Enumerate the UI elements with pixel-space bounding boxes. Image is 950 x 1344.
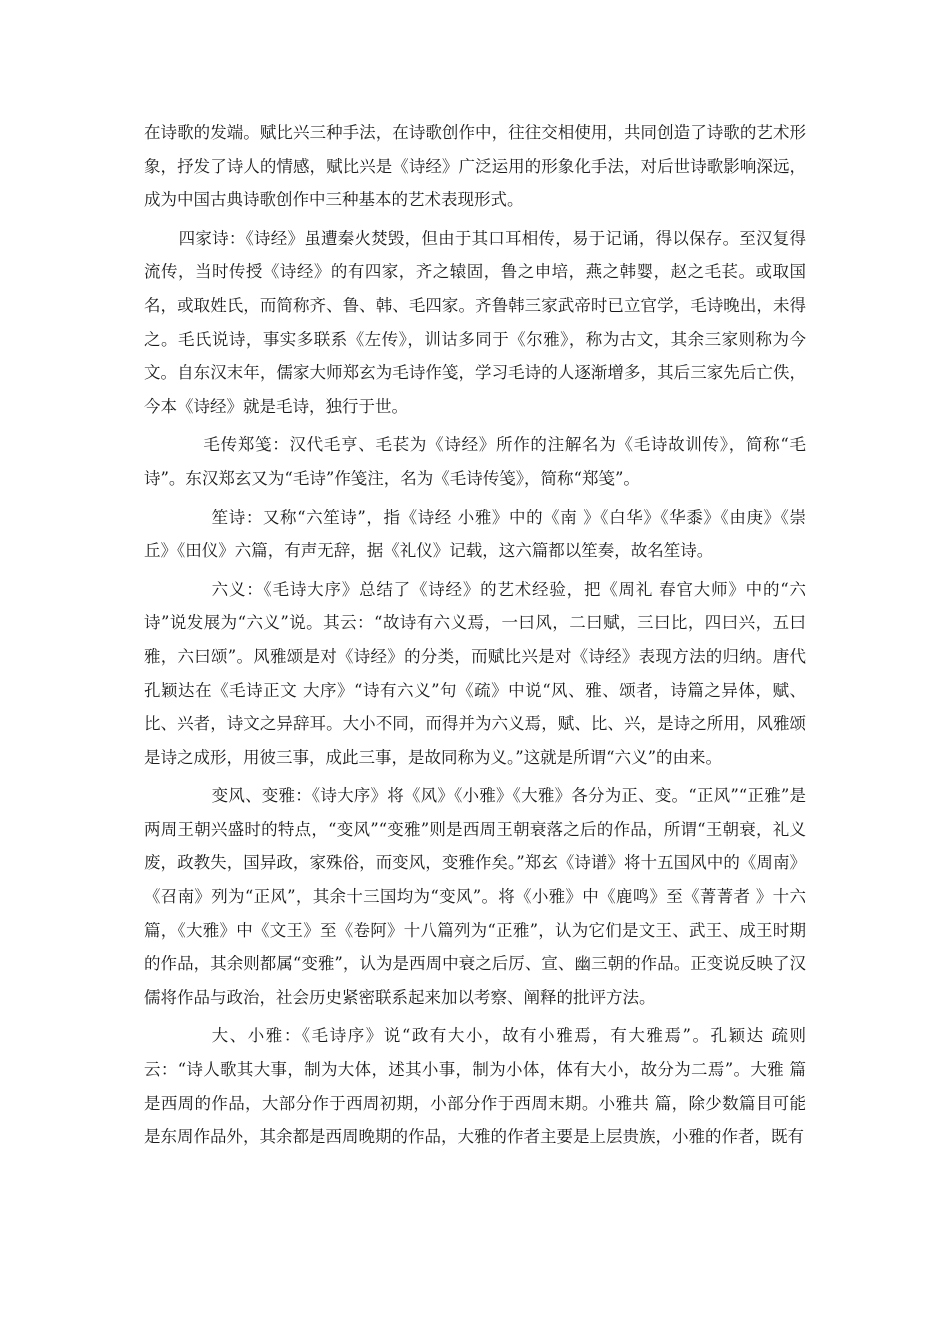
paragraph-maozhuan-zhengjian: 毛传郑笺：汉代毛亨、毛苌为《诗经》所作的注解名为《毛诗故训传》，简称“毛诗”。东汉郑玄又为“毛诗”作笺注，名为《毛诗传笺》，简称“郑笺”。 (144, 435, 806, 488)
paragraph-bianfeng-bianya: 变风、变雅：《诗大序》将《风》《小雅》《大雅》各分为正、变。“正风”“正雅”是两周王朝兴盛时的特点，“变风”“变雅”则是西周王朝衰落之后的作品，所谓“王朝衰，礼义废，政教失，国异政，家殊俗，而变风，变雅作矣。”郑玄《诗谱》将十五国风中的《周南》《召南》列为“正风”，其余十三国均为“变风”。将《小雅》中《鹿鸣》至《菁菁者 》十六篇，《大雅》中《文王》至《卷阿》十八篇列为“正雅”，认为它们是文王、武王、成王时期的作品，其余则都属“变雅”，认为是西周中衰之后厉、宣、幽三朝的作品。正变说反映了汉儒将作品与政治，社会历史紧密联系起来加以考察、阐释的批评方法。 (144, 786, 806, 1007)
paragraph-daya-xiaoya: 大、小雅：《毛诗序》说“政有大小，故有小雅焉，有大雅焉”。孔颖达 疏则云：“诗人歌其大事，制为大体，述其小事，制为小体，体有大小，故分为二焉”。大雅 篇是西周的作品，大部分作于西周初期，小部分作于西周末期。小雅共 篇，除少数篇目可能是东周作品外，其余都是西周晚期的作品，大雅的作者主要是上层贵族，小雅的作者，既有 (144, 1026, 806, 1147)
document-body (144, 116, 806, 1159)
paragraph-four-schools: 四家诗：《诗经》虽遭秦火焚毁，但由于其口耳相传，易于记诵，得以保存。至汉复得流传，当时传授《诗经》的有四家，齐之辕固，鲁之申培，燕之韩婴，赵之毛苌。或取国名，或取姓氏，而简称齐、鲁、韩、毛四家。齐鲁韩三家武帝时已立官学，毛诗晚出，未得之。毛氏说诗，事实多联系《左传》，训诂多同于《尔雅》，称为古文，其余三家则称为今文。自东汉末年，儒家大师郑玄为毛诗作笺，学习毛诗的人逐渐增多，其后三家先后亡佚，今本《诗经》就是毛诗，独行于世。 (144, 228, 806, 416)
paragraph-fubixing-conclusion: 在诗歌的发端。赋比兴三种手法，在诗歌创作中，往往交相使用，共同创造了诗歌的艺术形象，抒发了诗人的情感，赋比兴是《诗经》广泛运用的形象化手法，对后世诗歌影响深远，成为中国古典诗歌创作中三种基本的艺术表现形式。 (144, 123, 806, 210)
paragraph-six-principles: 六义：《毛诗大序》总结了《诗经》的艺术经验，把《周礼 春官大师》中的“六诗”说发展为“六义”说。其云：“故诗有六义焉，一曰风，二曰赋，三曰比，四曰兴，五曰雅，六曰颂”。风雅颂是对《诗经》的分类，而赋比兴是对《诗经》表现方法的归纳。唐代孔颖达在《毛诗正文 大序》“诗有六义”句《疏》中说“风、雅、颂者，诗篇之异体，赋、比、兴者，诗文之异辞耳。大小不同，而得并为六义焉，赋、比、兴，是诗之所用，风雅颂是诗之成形，用彼三事，成此三事，是故同称为义。”这就是所谓“六义”的由来。 (144, 579, 806, 767)
paragraph-shengshi: 笙诗：又称“六笙诗”，指《诗经 小雅》中的《南 》《白华》《华黍》《由庚》《崇丘》《田仪》六篇，有声无辞，据《礼仪》记载，这六篇都以笙奏，故名笙诗。 (144, 507, 806, 561)
